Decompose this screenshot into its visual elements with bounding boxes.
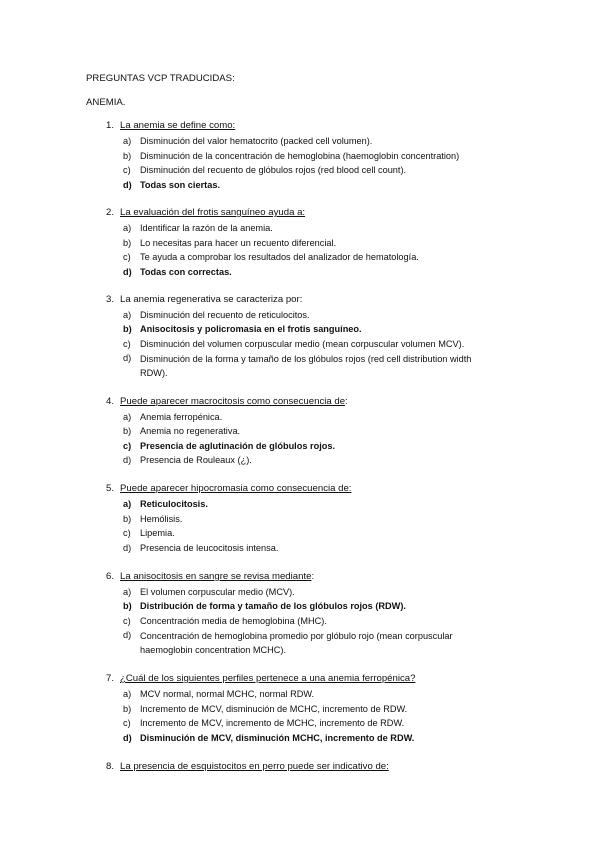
option-letter: b) (123, 238, 132, 248)
question-number: 5. (106, 483, 115, 494)
option-letter: b) (123, 601, 132, 611)
option-letter: b) (123, 704, 132, 714)
option-letter: b) (123, 324, 132, 334)
option-letter: a) (123, 223, 132, 233)
option-letter: c) (123, 718, 131, 728)
option-letter: c) (123, 339, 131, 349)
option-letter: d) (123, 455, 132, 465)
option-text: Disminución del valor hematocrito (packed cell volumen). (140, 136, 373, 146)
question-text: La anisocitosis en sangre se revisa mediante (120, 571, 312, 582)
option-letter: c) (123, 528, 131, 538)
option-letter: b) (123, 151, 132, 161)
option-text: Todas son ciertas. (140, 180, 220, 190)
question-number: 3. (106, 294, 115, 305)
option-text: Presencia de leucocitosis intensa. (140, 543, 279, 553)
question-number: 1. (106, 120, 115, 131)
option-text: MCV normal, normal MCHC, normal RDW. (140, 689, 315, 699)
option-text: Disminución de la forma y tamaño de los glóbulos rojos (red cell distribution width RDW). (140, 354, 472, 378)
option-text: El volumen corpuscular medio (MCV). (140, 587, 295, 597)
option-letter: a) (123, 689, 132, 699)
option-text: Hemólisis. (140, 514, 183, 524)
option-text: Disminución del recuento de glóbulos rojos (red blood cell count). (140, 165, 407, 175)
question-text: La anemia regenerativa se caracteriza por: (120, 294, 303, 305)
option-text: Incremento de MCV, disminución de MCHC, incremento de RDW. (140, 704, 408, 714)
option-letter: b) (123, 426, 132, 436)
option-text: Disminución de MCV, disminución MCHC, incremento de RDW. (140, 733, 415, 743)
question-text: La presencia de esquistocitos en perro puede ser indicativo de: (120, 761, 389, 772)
question-number: 2. (106, 207, 115, 218)
question-text: Puede aparecer macrocitosis como consecuencia de (120, 396, 346, 407)
option-letter: a) (123, 412, 132, 422)
option-letter: c) (123, 616, 131, 626)
question-text: La evaluación del frotis sanguíneo ayuda a: (120, 207, 306, 218)
option-letter: d) (123, 543, 132, 553)
question-text: ¿Cuál de los siguientes perfiles pertenece a una anemia ferropénica? (120, 673, 416, 684)
option-letter: a) (123, 587, 132, 597)
option-text: Presencia de Rouleaux (¿). (140, 455, 252, 465)
question-number: 4. (106, 396, 115, 407)
option-letter: d) (123, 180, 132, 190)
option-text: Lipemia. (140, 528, 175, 538)
option-letter: c) (123, 252, 131, 262)
option-letter: d) (123, 267, 132, 277)
option-letter: a) (123, 499, 132, 509)
option-text: Incremento de MCV, incremento de MCHC, incremento de RDW. (140, 718, 405, 728)
section-title: ANEMIA. (86, 97, 126, 108)
question-colon: : (345, 396, 348, 407)
question-text: La anemia se define como: (120, 120, 236, 131)
question-text: Puede aparecer hipocromasia como consecuencia de: (120, 483, 352, 494)
option-text: Presencia de aglutinación de glóbulos rojos. (140, 441, 336, 451)
option-letter: d) (123, 353, 132, 363)
option-letter: a) (123, 310, 132, 320)
option-letter: d) (123, 630, 132, 640)
option-text: Te ayuda a comprobar los resultados del analizador de hematología. (140, 252, 419, 262)
option-text: Concentración de hemoglobina promedio por glóbulo rojo (mean corpuscular haemoglobin concentration MCHC). (140, 631, 453, 655)
option-text: Identificar la razón de la anemia. (140, 223, 273, 233)
question-number: 8. (106, 761, 115, 772)
option-text: Distribución de forma y tamaño de los glóbulos rojos (RDW). (140, 601, 406, 611)
option-letter: d) (123, 733, 132, 743)
option-letter: b) (123, 514, 132, 524)
option-text: Anemia no regenerativa. (140, 426, 241, 436)
option-letter: c) (123, 165, 131, 175)
option-letter: c) (123, 441, 132, 451)
option-text: Todas con correctas. (140, 267, 232, 277)
option-letter: a) (123, 136, 132, 146)
option-text: Disminución del volumen corpuscular medio (mean corpuscular volumen MCV). (140, 339, 465, 349)
option-text: Disminución de la concentración de hemoglobina (haemoglobin concentration) (140, 151, 460, 161)
question-colon: : (311, 571, 315, 582)
option-text: Lo necesitas para hacer un recuento diferencial. (140, 238, 337, 248)
question-number: 7. (106, 673, 115, 684)
document-heading: PREGUNTAS VCP TRADUCIDAS: (86, 73, 235, 84)
question-number: 6. (106, 571, 115, 582)
option-text: Concentración media de hemoglobina (MHC). (140, 616, 327, 626)
option-text: Reticulocitosis. (140, 499, 208, 509)
option-text: Anisocitosis y policromasia en el frotis sanguíneo. (140, 324, 362, 334)
option-text: Anemia ferropénica. (140, 412, 223, 422)
option-text: Disminución del recuento de reticulocitos. (140, 310, 310, 320)
